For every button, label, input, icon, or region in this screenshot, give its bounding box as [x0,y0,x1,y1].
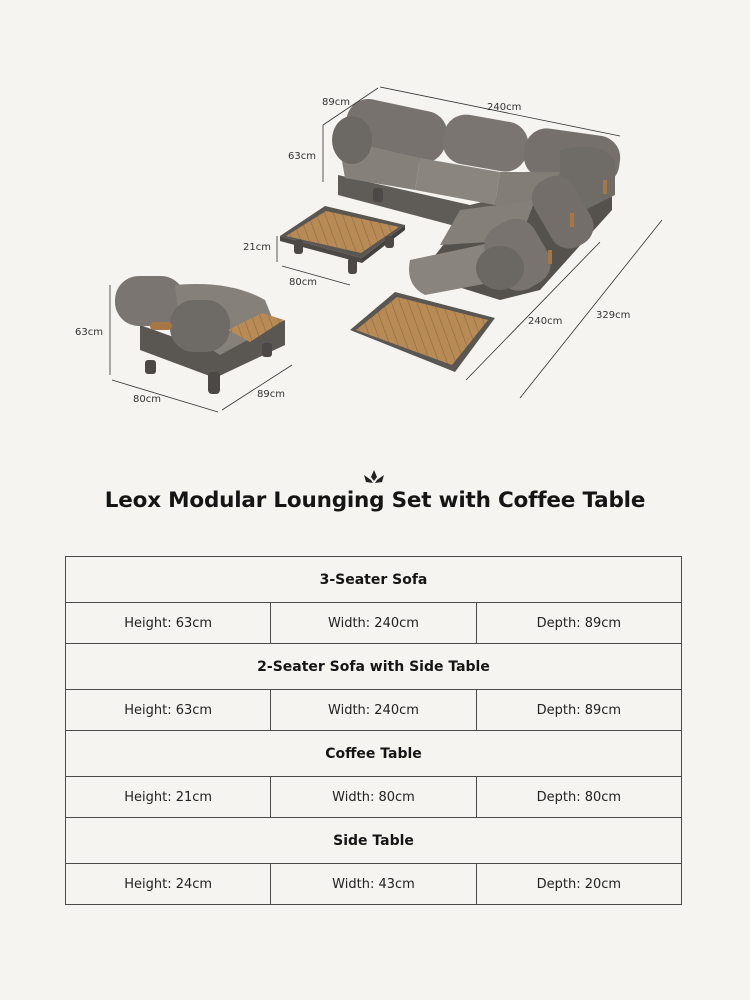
section-heading: 2-Seater Sofa with Side Table [66,644,682,690]
overall-length-label: 329cm [596,310,631,321]
page-title: Leox Modular Lounging Set with Coffee Table [104,488,646,513]
lounge-chair [115,276,285,394]
section-heading: Side Table [66,818,682,864]
product-dimension-diagram [0,0,750,440]
chair-width-label: 80cm [133,394,161,405]
height-cell: Height: 21cm [66,777,271,818]
height-cell: Height: 63cm [66,690,271,731]
sofa-depth-label: 89cm [322,97,350,108]
width-cell: Width: 240cm [271,690,476,731]
height-cell: Height: 63cm [66,603,271,644]
brand-logo-icon [361,468,387,486]
coffee-height-label: 21cm [243,242,271,253]
depth-cell: Depth: 80cm [476,777,681,818]
chair-depth-label: 89cm [257,389,285,400]
coffee-table [280,206,405,274]
section-heading: Coffee Table [66,731,682,777]
sofa-height-label: 63cm [288,151,316,162]
sofa-width-label: 240cm [487,102,522,113]
depth-cell: Depth: 20cm [476,864,681,905]
spec-table [65,556,682,905]
height-cell: Height: 24cm [66,864,271,905]
chair-height-label: 63cm [75,327,103,338]
depth-cell: Depth: 89cm [476,603,681,644]
section-heading: 3-Seater Sofa [66,557,682,603]
depth-cell: Depth: 89cm [476,690,681,731]
side-width-label: 240cm [528,316,563,327]
width-cell: Width: 43cm [271,864,476,905]
width-cell: Width: 80cm [271,777,476,818]
width-cell: Width: 240cm [271,603,476,644]
coffee-width-label: 80cm [289,277,317,288]
